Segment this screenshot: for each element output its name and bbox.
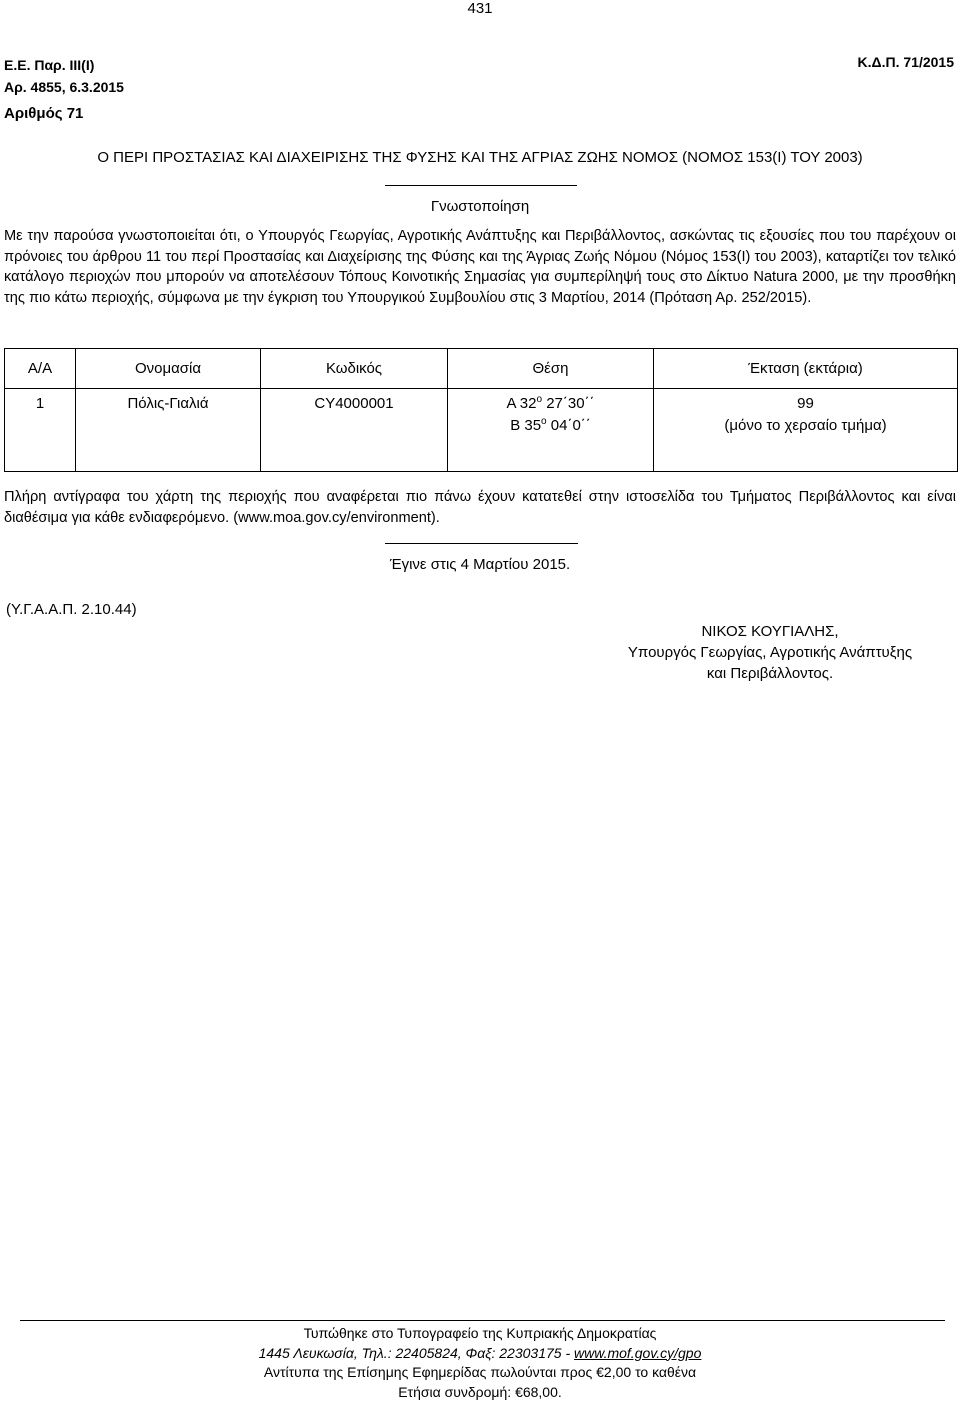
column-header-aa: Α/Α [5, 349, 76, 389]
column-header-name: Ονομασία [76, 349, 261, 389]
gazette-reference: Ε.Ε. Παρ. ΙΙΙ(Ι) [4, 57, 95, 73]
notice-heading: Γνωστοποίηση [430, 198, 530, 215]
position-b: Β $35^o$ 04΄0΄΄ [510, 416, 591, 434]
footer-subscription: Ετήσια συνδρομή: €68,00. [398, 1383, 562, 1400]
done-date: Έγινε στις 4 Μαρτίου 2015. [389, 556, 571, 573]
footer-divider [20, 1320, 945, 1321]
table-header-row [5, 349, 958, 389]
cell-code: CY4000001 [261, 389, 448, 472]
footer-contact-line [0, 1344, 960, 1364]
cell-aa: 1 [5, 389, 76, 472]
cell-area [654, 389, 958, 472]
kdp-reference: Κ.Δ.Π. 71/2015 [857, 54, 954, 70]
footer-printer: Τυπώθηκε στο Τυπογραφείο της Κυπριακής Δημοκρατίας [303, 1325, 657, 1341]
area-note: (μόνο το χερσαίο τμήμα) [724, 417, 887, 434]
column-header-area: Έκταση (εκτάρια) [654, 349, 958, 389]
issue-reference: Αρ. 4855, 6.3.2015 [4, 79, 124, 95]
cell-name: Πόλις-Γιαλιά [76, 389, 261, 472]
page-number: 431 [467, 0, 493, 17]
column-header-position: Θέση [448, 349, 654, 389]
gazette-header-left [4, 54, 124, 98]
signatory-title-line1: Υπουργός Γεωργίας, Αγροτικής Ανάπτυξης [627, 644, 913, 661]
table-row [5, 389, 958, 472]
column-header-code: Κωδικός [261, 349, 448, 389]
copies-paragraph: Πλήρη αντίγραφα του χάρτη της περιοχής που αναφέρεται πιο πάνω έχουν κατατεθεί στην ιστοσελίδα του Τμήματος Περιβάλλοντος και είναι διαθέσιμα για κάθε ενδιαφερόμενο. (www.moa.gov.cy/environment). [4, 489, 956, 526]
title-divider [385, 185, 577, 186]
decision-number: Αριθμός 71 [4, 105, 84, 122]
date-divider [385, 543, 578, 544]
position-a: Α $32^o$ 27΄30΄΄ [506, 394, 595, 412]
area-value: 99 [797, 395, 814, 412]
footer-price: Αντίτυπα της Επίσημης Εφημερίδας πωλούνται προς €2,00 το καθένα [263, 1364, 697, 1380]
reference-code: (Υ.Γ.Α.Α.Π. 2.10.44) [6, 601, 137, 618]
signatory-name: ΝΙΚΟΣ ΚΟΥΓΙΑΛΗΣ, [701, 623, 839, 640]
signature-block [570, 621, 960, 684]
footer-contact: 1445 Λευκωσία, Τηλ.: 22405824, Φαξ: 22303175 - [258, 1344, 575, 1361]
cell-position [448, 389, 654, 472]
sites-table [4, 348, 958, 472]
signatory-title-line2: και Περιβάλλοντος. [706, 665, 834, 682]
notice-body-paragraph: Με την παρούσα γνωστοποιείται ότι, ο Υπουργός Γεωργίας, Αγροτικής Ανάπτυξης και Περιβάλλοντος, ασκώντας τις εξουσίες που του παρέχουν οι πρόνοιες του άρθρου 11 του περί Προστασίας και Διαχείρισης της Φύσης και της Άγριας Ζωής Νόμου (Νόμος 153(Ι) του 2003), καταρτίζει τον τελικό κατάλογο περιοχών που μπορούν να αποτελέσουν Τόπους Κοινοτικής Σημασίας για συμπερίληψή τους στο Δίκτυο Natura 2000, με την προσθήκη της πιο κάτω περιοχής, σύμφωνα με την έγκριση του Υπουργικού Συμβουλίου στις 3 Μαρτίου, 2014 (Πρόταση Αρ. 252/2015). [4, 228, 956, 306]
footer-website-link[interactable]: www.mof.gov.cy/gpo [574, 1344, 702, 1361]
law-title: Ο ΠΕΡΙ ΠΡΟΣΤΑΣΙΑΣ ΚΑΙ ΔΙΑΧΕΙΡΙΣΗΣ ΤΗΣ ΦΥΣΗΣ ΚΑΙ ΤΗΣ ΑΓΡΙΑΣ ΖΩΗΣ ΝΟΜΟΣ (ΝΟΜΟΣ 153(Ι) ΤΟΥ 2003) [97, 149, 863, 166]
footer [0, 1324, 960, 1402]
